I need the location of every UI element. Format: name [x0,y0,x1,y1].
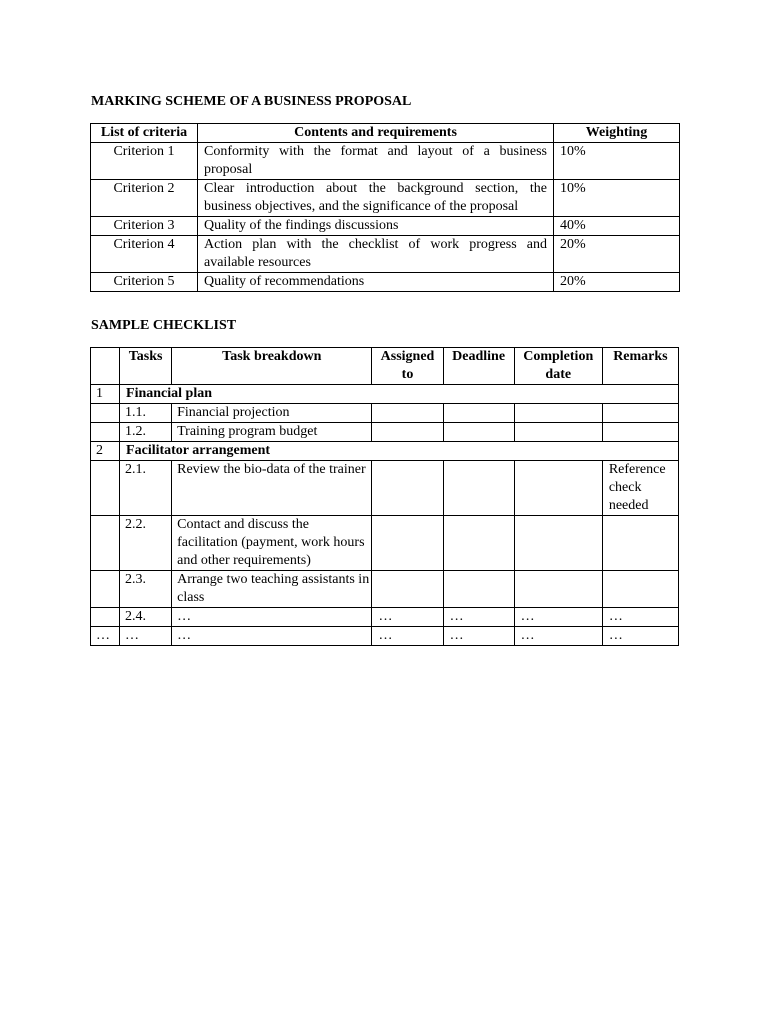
deadline-cell: … [443,627,514,646]
weighting-cell: 40% [554,217,680,236]
completion-cell [514,571,602,608]
contents-cell: Clear introduction about the background section, the business objectives, and the significance of the proposal [198,180,554,217]
criterion-cell: Criterion 3 [91,217,198,236]
table-row [91,236,680,273]
empty-cell [91,423,120,442]
item-id: 2.2. [120,516,172,571]
table-row [91,516,679,571]
marking-scheme-table [90,123,680,292]
table-row [91,461,679,516]
table-row [91,627,679,646]
item-text: Review the bio-data of the trainer [172,461,372,516]
section-row [91,442,679,461]
weighting-cell: 10% [554,143,680,180]
section-number: 2 [91,442,120,461]
weighting-cell: 10% [554,180,680,217]
weighting-cell: 20% [554,236,680,273]
header-remarks: Remarks [602,348,678,385]
checklist-table [90,347,679,646]
section-title: Financial plan [120,385,679,404]
item-id: 2.1. [120,461,172,516]
item-text: Training program budget [172,423,372,442]
criterion-cell: Criterion 1 [91,143,198,180]
empty-cell [91,404,120,423]
item-id: 2.4. [120,608,172,627]
item-id: 2.3. [120,571,172,608]
criterion-cell: Criterion 2 [91,180,198,217]
deadline-cell [443,423,514,442]
assigned-cell [372,516,443,571]
completion-cell [514,461,602,516]
remarks-cell [602,423,678,442]
criterion-cell: Criterion 5 [91,273,198,292]
remarks-cell [602,516,678,571]
completion-cell [514,516,602,571]
remarks-cell: Reference check needed [602,461,678,516]
table-row [91,423,679,442]
deadline-cell: … [443,608,514,627]
header-completion-date: Completion date [514,348,602,385]
item-text: … [172,608,372,627]
remarks-cell: … [602,608,678,627]
section-row [91,385,679,404]
header-deadline: Deadline [443,348,514,385]
item-text: … [172,627,372,646]
item-text: Financial projection [172,404,372,423]
weighting-cell: 20% [554,273,680,292]
contents-cell: Conformity with the format and layout of a business proposal [198,143,554,180]
criterion-cell: Criterion 4 [91,236,198,273]
deadline-cell [443,516,514,571]
assigned-cell: … [372,627,443,646]
completion-cell [514,404,602,423]
header-criteria: List of criteria [91,124,198,143]
table-row [91,404,679,423]
header-task-breakdown: Task breakdown [172,348,372,385]
sample-checklist-title: SAMPLE CHECKLIST [91,318,237,333]
deadline-cell [443,404,514,423]
assigned-cell: … [372,608,443,627]
section-title: Facilitator arrangement [120,442,679,461]
table-header-row [91,348,679,385]
assigned-cell [372,461,443,516]
empty-cell [91,461,120,516]
table-row [91,273,680,292]
header-number [91,348,120,385]
item-id: … [120,627,172,646]
item-text: Arrange two teaching assistants in class [172,571,372,608]
section-number: … [91,627,120,646]
completion-cell: … [514,627,602,646]
marking-scheme-title: MARKING SCHEME OF A BUSINESS PROPOSAL [91,94,412,109]
remarks-cell [602,571,678,608]
table-row [91,571,679,608]
deadline-cell [443,461,514,516]
table-row [91,180,680,217]
header-tasks: Tasks [120,348,172,385]
completion-cell: … [514,608,602,627]
assigned-cell [372,404,443,423]
remarks-cell: … [602,627,678,646]
table-row [91,608,679,627]
section-number: 1 [91,385,120,404]
remarks-cell [602,404,678,423]
contents-cell: Quality of recommendations [198,273,554,292]
item-id: 1.2. [120,423,172,442]
deadline-cell [443,571,514,608]
empty-cell [91,608,120,627]
item-text: Contact and discuss the facilitation (payment, work hours and other requirements) [172,516,372,571]
header-contents: Contents and requirements [198,124,554,143]
empty-cell [91,571,120,608]
assigned-cell [372,571,443,608]
contents-cell: Quality of the findings discussions [198,217,554,236]
table-row [91,217,680,236]
contents-cell: Action plan with the checklist of work progress and available resources [198,236,554,273]
header-weighting: Weighting [554,124,680,143]
item-id: 1.1. [120,404,172,423]
empty-cell [91,516,120,571]
table-row [91,143,680,180]
assigned-cell [372,423,443,442]
completion-cell [514,423,602,442]
table-header-row [91,124,680,143]
header-assigned-to: Assigned to [372,348,443,385]
